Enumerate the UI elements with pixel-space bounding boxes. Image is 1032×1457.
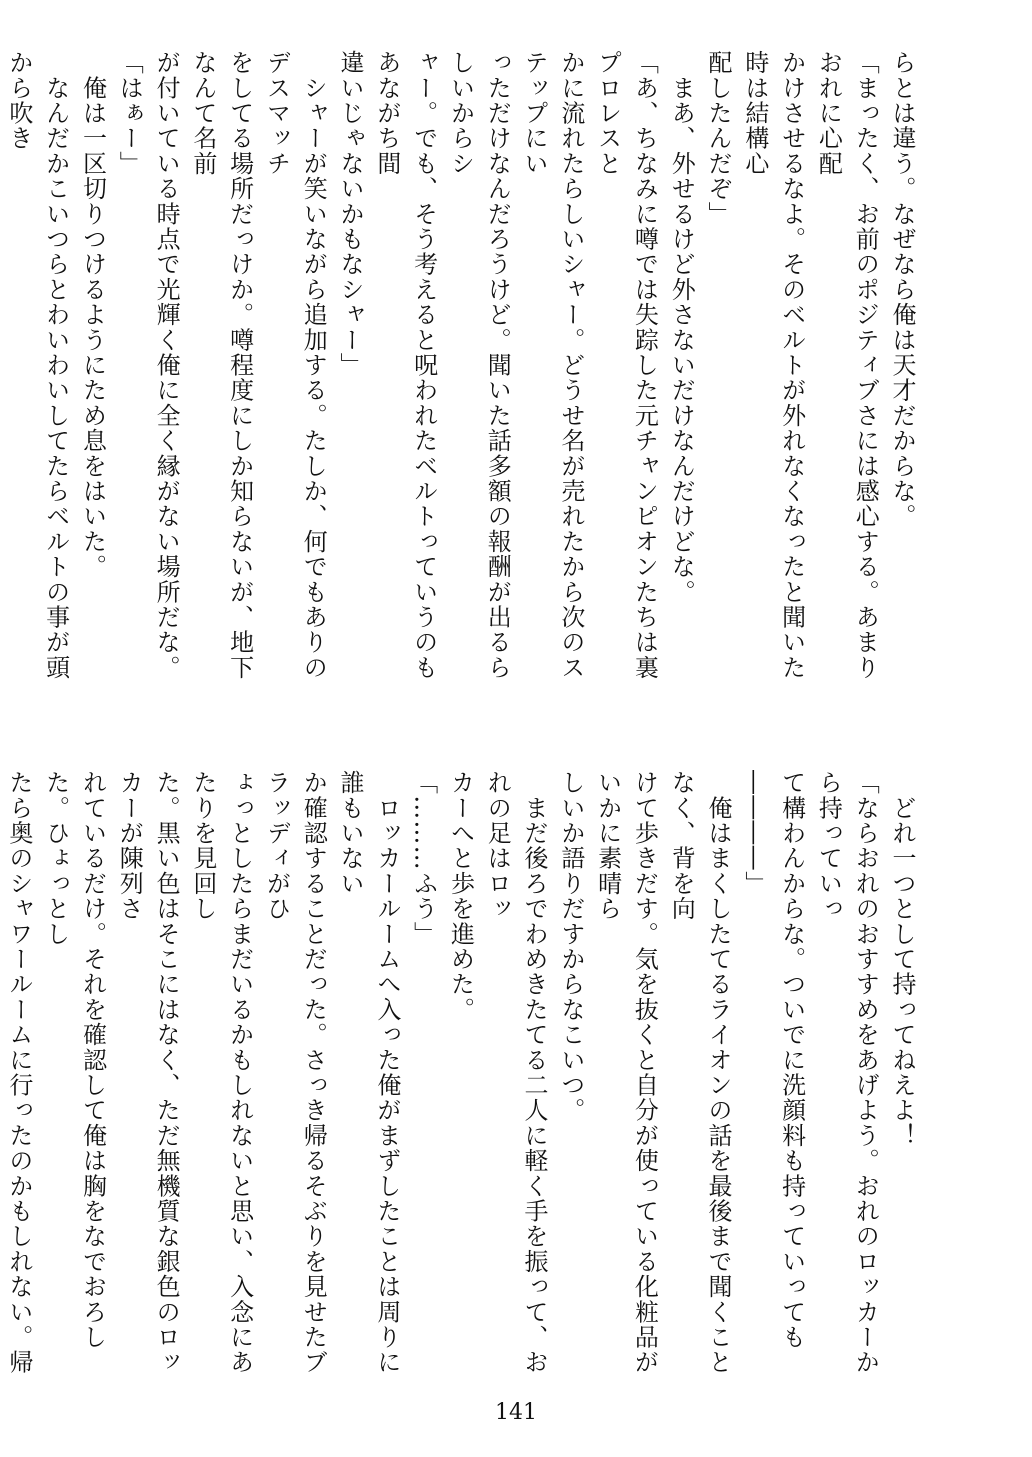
lower-text-block: どれ一つとして持ってねえよ！ 「ならおれのおすすめをあげよう。おれのロッカーから持っていっ て構わんからな。ついでに洗顔料も持っていっても――――」 俺はまくしたてるライオンの話を最後まで聞くことなく、背を向 けて歩きだす。気を抜くと自分が使っている化粧品がいかに素晴ら しいか語りだすからなこいつ。 まだ後ろでわめきたてる二人に軽く手を振って、おれの足はロッ カーへと歩を進めた。 「………ふう」 ロッカールームへ入った俺がまずしたことは周りに誰もいない か確認することだった。さっき帰るそぶりを見せたブラッディがひ ょっとしたらまだいるかもしれないと思い、入念にあたりを見回し た。黒い色はそこにはなく、ただ無機質な銀色のロッカーが陳列さ れているだけ。それを確認して俺は胸をなでおろした。ひょっとし たら奥のシャワールームに行ったのかもしれない。帰	[4, 770, 916, 1375]
upper-text-block: らとは違う。なぜなら俺は天才だからな。 「まったく、お前のポジティブさには感心する。あまりおれに心配 かけさせるなよ。そのベルトが外れなくなったと聞いた時は結構心 配したんだぞ」 まあ、外せるけど外さないだけなんだけどな。 「あ、ちなみに噂では失踪した元チャンピオンたちは裏プロレスと かに流れたらしいシャー。どうせ名が売れたから次のステップにい っただけなんだろうけど。聞いた話多額の報酬が出るらしいからシ ャー。でも、そう考えると呪われたベルトっていうのもあながち間 違いじゃないかもなシャー」 シャーが笑いながら追加する。たしか、何でもありのデスマッチ をしてる場所だっけか。噂程度にしか知らないが、地下なんて名前 が付いている時点で光輝く俺に全く縁がない場所だな。 「はぁー」 俺は一区切りつけるようにため息をはいた。 なんだかこいつらとわいわいしてたらベルトの事が頭から吹き	[4, 50, 916, 680]
page-number: 141	[495, 1400, 537, 1425]
